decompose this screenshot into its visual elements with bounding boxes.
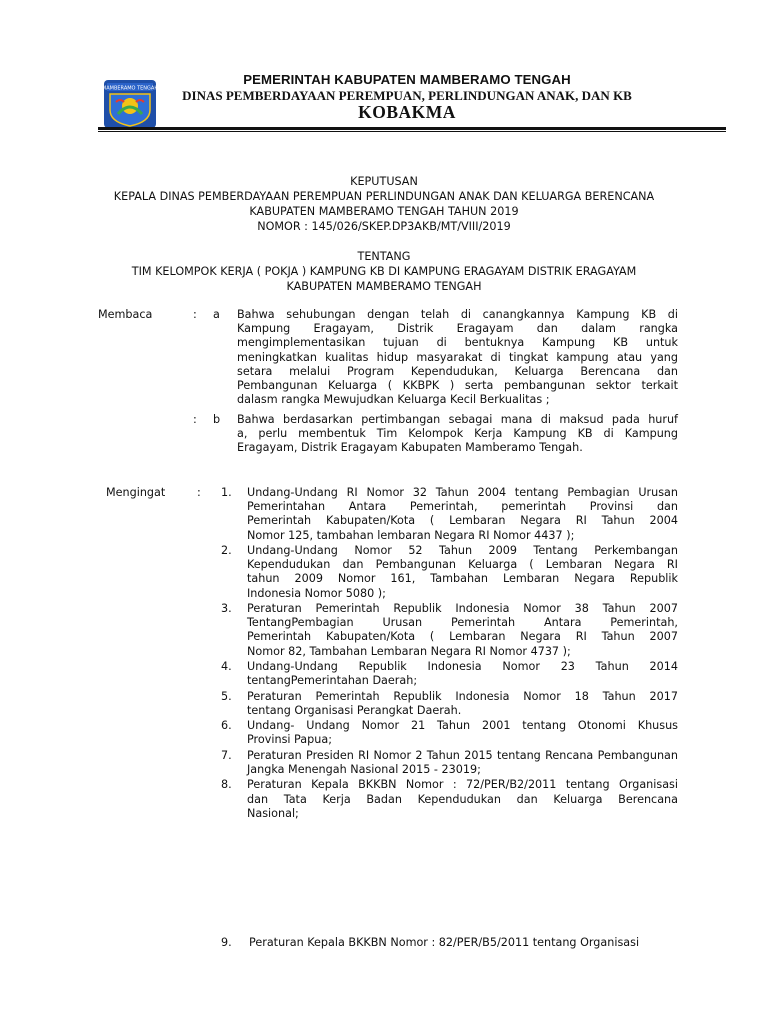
mengingat-item-text <box>247 486 678 543</box>
text-line: Bahwa sehubungan dengan telah di canangkannya Kampung KB di <box>237 308 678 321</box>
text-line: dalasm rangka Mewujudkan Keluarga Kecil Berkualitas ; <box>237 393 550 407</box>
text-line: Undang-Undang RI Nomor 32 Tahun 2004 tentang Pembagian Urusan <box>247 486 678 499</box>
text-line: Bahwa berdasarkan pertimbangan sebagai mana di maksud pada huruf <box>237 413 678 426</box>
text-line: meningkatkan kualitas hidup masyarakat di tingkat kampung atau yang <box>237 350 678 364</box>
membaca-marker-a: a <box>213 308 220 321</box>
text-line: Eragayam, Distrik Eragayam Kabupaten Mamberamo Tengah. <box>237 441 583 455</box>
letterhead-government: PEMERINTAH KABUPATEN MAMBERAMO TENGAH <box>243 72 571 87</box>
text-line: Undang-Undang Nomor 52 Tahun 2009 Tentang Perkembangan <box>247 544 678 557</box>
text-line: Nomor 82, Tambahan Lembaran Negara RI Nomor 4737 ); <box>247 644 571 658</box>
doc-subject-line2: KABUPATEN MAMBERAMO TENGAH <box>286 280 482 293</box>
text-line: Jangka Menengah Nasional 2015 - 23019; <box>247 763 481 776</box>
mengingat-item-text <box>247 690 678 718</box>
logo-lettering: MAMBERAMO TENGAH <box>104 85 156 92</box>
text-line: tentang Organisasi Perangkat Daerah. <box>247 703 462 717</box>
mengingat-item-text <box>247 749 678 777</box>
text-line: setara melalui Program Kependudukan, Keluarga Berencana dan <box>237 364 678 378</box>
text-line: Indonesia Nomor 5080 ); <box>247 586 386 600</box>
text-line: mengimplementasikan tujuan di bentuknya Kampung KB untuk <box>237 336 678 350</box>
text-line: Pemerintah Kabupaten/Kota ( Lembaran Negara RI Tahun 2004 <box>247 514 678 528</box>
text-line: Kampung Eragayam, Distrik Eragayam dan dalam rangka <box>237 322 678 336</box>
mengingat-item-text <box>247 778 678 821</box>
mengingat-item-number: 7. <box>221 748 232 762</box>
mengingat-colon: : <box>197 486 201 499</box>
mengingat-label: Mengingat <box>106 486 166 499</box>
text-line: Nomor 125, tambahan lembaran Negara RI Nomor 4437 ); <box>247 528 575 542</box>
mengingat-item-text <box>247 660 678 688</box>
doc-number: NOMOR : 145/026/SKEP.DP3AKB/MT/VIII/2019 <box>257 220 511 233</box>
letterhead-rule-thick <box>98 127 726 130</box>
text-line: tentangPemerintahan Daerah; <box>247 674 418 688</box>
mengingat-item-number: 4. <box>221 660 232 673</box>
text-line: Pemerintahan Antara Pemerintah, pemerintah Provinsi dan <box>247 500 678 514</box>
mengingat-item-text <box>247 602 678 659</box>
mengingat-item-number: 1. <box>221 486 232 499</box>
mengingat-item-number: 8. <box>221 778 232 792</box>
membaca-item-b <box>237 413 678 456</box>
text-line: Pembangunan Keluarga ( KKBPK ) serta pembangunan sektor terkait <box>237 379 678 393</box>
mengingat-item-number: 6. <box>221 719 232 733</box>
doc-title-line2: KABUPATEN MAMBERAMO TENGAH TAHUN 2019 <box>249 205 519 218</box>
text-line: Undang- Undang Nomor 21 Tahun 2001 tentang Otonomi Khusus <box>247 719 678 733</box>
item-9-text: Peraturan Kepala BKKBN Nomor : 82/PER/B5/2011 tentang Organisasi <box>249 936 640 949</box>
text-line: a, perlu membentuk Tim Kelompok Kerja Kampung KB di Kampung <box>237 427 678 441</box>
text-line: Peraturan Pemerintah Republik Indonesia Nomor 38 Tahun 2007 <box>247 602 678 615</box>
text-line: Nasional; <box>247 806 299 820</box>
text-line: TentangPembagian Urusan Pemerintah Antara Pemerintah, <box>247 616 678 630</box>
text-line: Peraturan Presiden RI Nomor 2 Tahun 2015 tentang Rencana Pembangunan <box>247 748 678 762</box>
mengingat-item-text <box>247 544 678 601</box>
membaca-colon: : <box>193 308 197 321</box>
doc-title-line1: KEPALA DINAS PEMBERDAYAAN PEREMPUAN PERLINDUNGAN ANAK DAN KELUARGA BERENCANA <box>113 190 655 203</box>
text-line: Peraturan Pemerintah Republik Indonesia Nomor 18 Tahun 2017 <box>247 689 678 703</box>
membaca-colon-b: : <box>193 413 197 426</box>
text-line: Pemerintah Kabupaten/Kota ( Lembaran Negara RI Tahun 2007 <box>247 630 678 644</box>
item-9-number: 9. <box>221 936 232 949</box>
text-line: Peraturan Kepala BKKBN Nomor : 72/PER/B2/2011 tentang Organisasi <box>247 778 678 792</box>
doc-subject-line1: TIM KELOMPOK KERJA ( POKJA ) KAMPUNG KB DI KAMPUNG ERAGAYAM DISTRIK ERAGAYAM <box>131 265 637 278</box>
doc-title-keputusan: KEPUTUSAN <box>350 175 418 188</box>
text-line: Kependudukan dan Pembangunan Keluarga ( Lembaran Negara RI <box>247 558 678 572</box>
text-line: tahun 2009 Nomor 161, Tambahan Lembaran Negara Republik <box>247 572 678 586</box>
letterhead-agency: DINAS PEMBERDAYAAN PEREMPUAN, PERLINDUNGAN ANAK, DAN KB <box>182 88 632 103</box>
text-line: Undang-Undang Republik Indonesia Nomor 23 Tahun 2014 <box>247 660 678 673</box>
mengingat-item-number: 5. <box>221 689 232 703</box>
mengingat-item-number: 3. <box>221 602 232 615</box>
membaca-marker-b: b <box>213 413 221 426</box>
text-line: Provinsi Papua; <box>247 733 332 747</box>
letterhead-city: KOBAKMA <box>358 102 456 122</box>
doc-tentang: TENTANG <box>357 250 411 263</box>
text-line: dan Tata Kerja Badan Kependudukan dan Keluarga Berencana <box>247 792 678 806</box>
letterhead-rule-thin <box>98 131 726 132</box>
membaca-label: Membaca <box>98 308 153 321</box>
membaca-item-a <box>237 308 678 407</box>
mengingat-item-text <box>247 719 678 747</box>
regency-logo <box>104 80 156 128</box>
mengingat-item-number: 2. <box>221 544 232 557</box>
